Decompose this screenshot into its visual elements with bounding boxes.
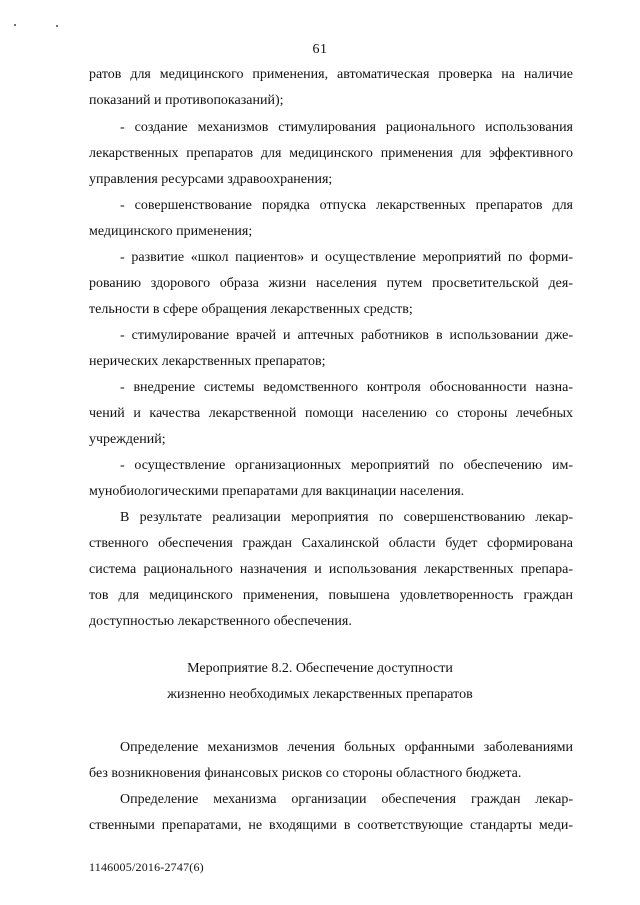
document-footer-code: 1146005/2016-2747(6)	[89, 860, 204, 874]
text-line: ственного обеспечения граждан Сахалинской области будет сформирована	[89, 536, 573, 551]
text-line: рованию здорового образа жизни населения путем просветительской дея-	[89, 276, 573, 291]
list-item-line: - осуществление организационных мероприятий по обеспечению им-	[120, 458, 573, 473]
text-line: управления ресурсами здравоохранения;	[89, 172, 333, 187]
text-line: учреждений;	[89, 432, 166, 447]
text-line: мунобиологическими препаратами для вакцинации населения.	[89, 484, 465, 499]
text-line: медицинского применения;	[89, 224, 253, 239]
section-heading-line2: жизненно необходимых лекарственных препаратов	[167, 687, 473, 702]
text-line: тов для медицинского применения, повышена удовлетворенность граждан	[89, 588, 573, 603]
text-line: доступностью лекарственного обеспечения.	[89, 614, 352, 629]
text-line: система рационального назначения и использования лекарственных препара-	[89, 562, 573, 577]
list-item-line: - внедрение системы ведомственного контроля обоснованности назна-	[120, 380, 573, 395]
text-line: ратов для медицинского применения, автоматическая проверка на наличие	[89, 67, 573, 82]
text-line: показаний и противопоказаний);	[89, 93, 284, 108]
text-line: чений и качества лекарственной помощи населению со стороны лечебных	[89, 406, 573, 421]
paragraph-line: В результате реализации мероприятия по совершенствованию лекар-	[120, 510, 573, 525]
text-line: без возникновения финансовых рисков со стороны областного бюджета.	[89, 766, 522, 781]
list-item-line: - совершенствование порядка отпуска лекарственных препаратов для	[120, 198, 573, 213]
paragraph-line: Определение механизма организации обеспечения граждан лекар-	[120, 792, 573, 807]
text-line: тельности в сфере обращения лекарственных средств;	[89, 302, 413, 317]
paragraph-line: Определение механизмов лечения больных орфанными заболеваниями	[120, 740, 573, 755]
list-item-line: - стимулирование врачей и аптечных работников в использовании дже-	[120, 328, 573, 343]
list-item-line: - развитие «школ пациентов» и осуществление мероприятий по форми-	[120, 250, 573, 265]
page-number: 61	[312, 42, 328, 57]
text-line: лекарственных препаратов для медицинского применения для эффективного	[89, 146, 573, 161]
section-heading-line1: Мероприятие 8.2. Обеспечение доступности	[187, 661, 453, 676]
text-line: нерических лекарственных препаратов;	[89, 354, 326, 369]
scan-speck	[14, 24, 16, 26]
text-line: ственными препаратами, не входящими в соответствующие стандарты меди-	[89, 818, 573, 833]
list-item-line: - создание механизмов стимулирования рационального использования	[120, 120, 573, 135]
scan-speck	[56, 25, 58, 27]
